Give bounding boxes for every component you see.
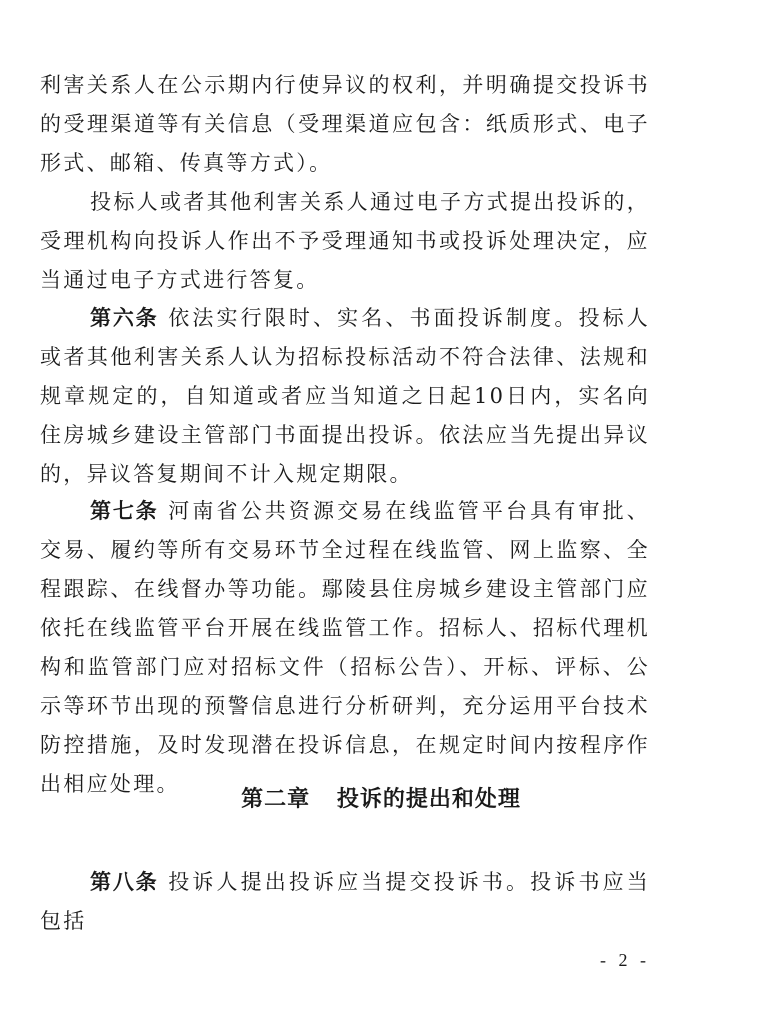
paragraph-electronic-complaint (40, 183, 650, 300)
article-6 (40, 299, 650, 494)
paragraph-text: 利害关系人在公示期内行使异议的权利，并明确提交投诉书的受理渠道等有关信息（受理渠道应包含：纸质形式、电子形式、邮箱、传真等方式）。 (40, 73, 650, 175)
article-8-label: 第八条 (90, 870, 159, 894)
page-number: - 2 - (600, 950, 650, 970)
paragraph-text: 投标人或者其他利害关系人通过电子方式提出投诉的，受理机构向投诉人作出不予受理通知书或投诉处理决定，应当通过电子方式进行答复。 (40, 190, 650, 292)
paragraph-continuation (40, 66, 650, 183)
chapter-heading: 第二章 投诉的提出和处理 (241, 787, 521, 812)
article-8-text: 投诉人提出投诉应当提交投诉书。投诉书应当包括 (40, 870, 650, 933)
article-8 (40, 863, 650, 941)
article-7-text: 河南省公共资源交易在线监管平台具有审批、交易、履约等所有交易环节全过程在线监管、网上监察、全程跟踪、在线督办等功能。鄢陵县住房城乡建设主管部门应依托在线监管平台开展在线监管工作。招标人、招标代理机构和监管部门应对招标文件（招标公告）、开标、评标、公示等环节出现的预警信息进行分析研判，充分运用平台技术防控措施，及时发现潜在投诉信息，在规定时间内按程序作出相应处理。 (40, 499, 650, 796)
article-6-text: 依法实行限时、实名、书面投诉制度。投标人或者其他利害关系人认为招标投标活动不符合法律、法规和规章规定的，自知道或者应当知道之日起10日内，实名向住房城乡建设主管部门书面提出投诉。依法应当先提出异议的，异议答复期间不计入规定期限。 (40, 306, 650, 486)
article-7-label: 第七条 (90, 499, 159, 523)
article-7 (40, 492, 650, 804)
article-6-label: 第六条 (90, 306, 159, 330)
